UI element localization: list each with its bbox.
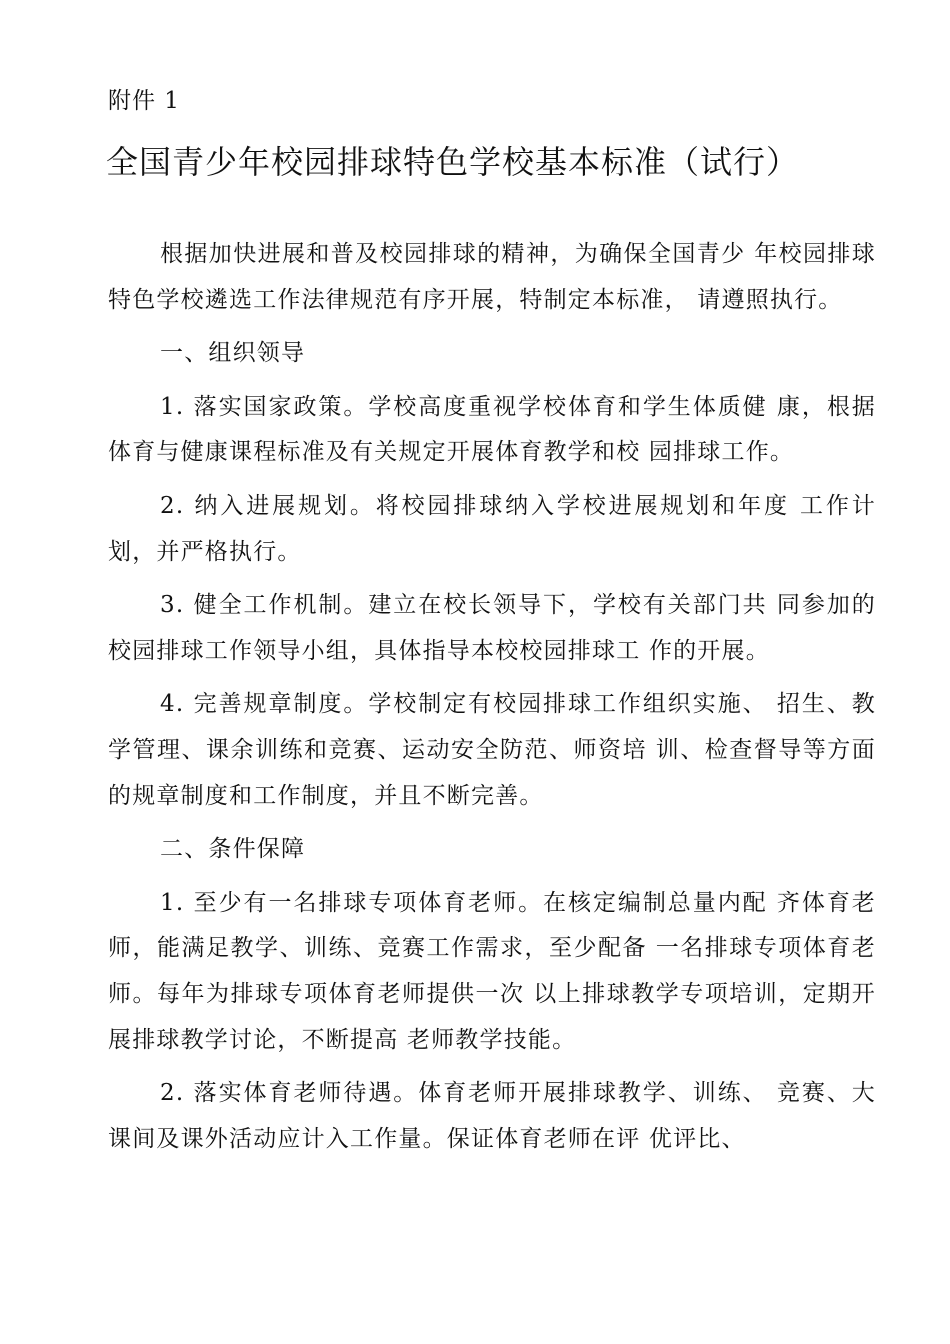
conditions-item-1: 1. 至少有一名排球专项体育老师。在核定编制总量内配 齐体育老师，能满足教学、训练、竞赛工作需求，至少配备 一名排球专项体育老师。每年为排球专项体育老师提供一次 以上排球教学专项培训，定期开展排球教学讨论，不断提高 老师教学技能。 [108, 889, 876, 1053]
section-heading-conditions: 二、条件保障 [160, 836, 306, 863]
organization-item-2: 2. 纳入进展规划。将校园排球纳入学校进展规划和年度 工作计划，并严格执行。 [108, 492, 876, 565]
attachment-label: 附件 1 [108, 88, 180, 114]
organization-item-4: 4. 完善规章制度。学校制定有校园排球工作组织实施、 招生、教学管理、课余训练和竞赛、运动安全防范、师资培 训、检查督导等方面的规章制度和工作制度，并且不断完善。 [108, 691, 876, 809]
document-body [108, 232, 876, 1170]
organization-item-1: 1. 落实国家政策。学校高度重视学校体育和学生体质健 康，根据体育与健康课程标准及有关规定开展体育教学和校 园排球工作。 [108, 393, 876, 466]
intro-paragraph: 根据加快进展和普及校园排球的精神，为确保全国青少 年校园排球特色学校遴选工作法律规范有序开展，特制定本标准， 请遵照执行。 [108, 241, 876, 313]
organization-item-3: 3. 健全工作机制。建立在校长领导下，学校有关部门共 同参加的校园排球工作领导小组，具体指导本校校园排球工 作的开展。 [108, 592, 876, 664]
section-heading-organization: 一、组织领导 [160, 340, 306, 367]
document-title: 全国青少年校园排球特色学校基本标准（试行） [106, 143, 800, 181]
conditions-item-2: 2. 落实体育老师待遇。体育老师开展排球教学、训练、 竞赛、大课间及课外活动应计入工作量。保证体育老师在评 优评比、 [108, 1080, 876, 1152]
